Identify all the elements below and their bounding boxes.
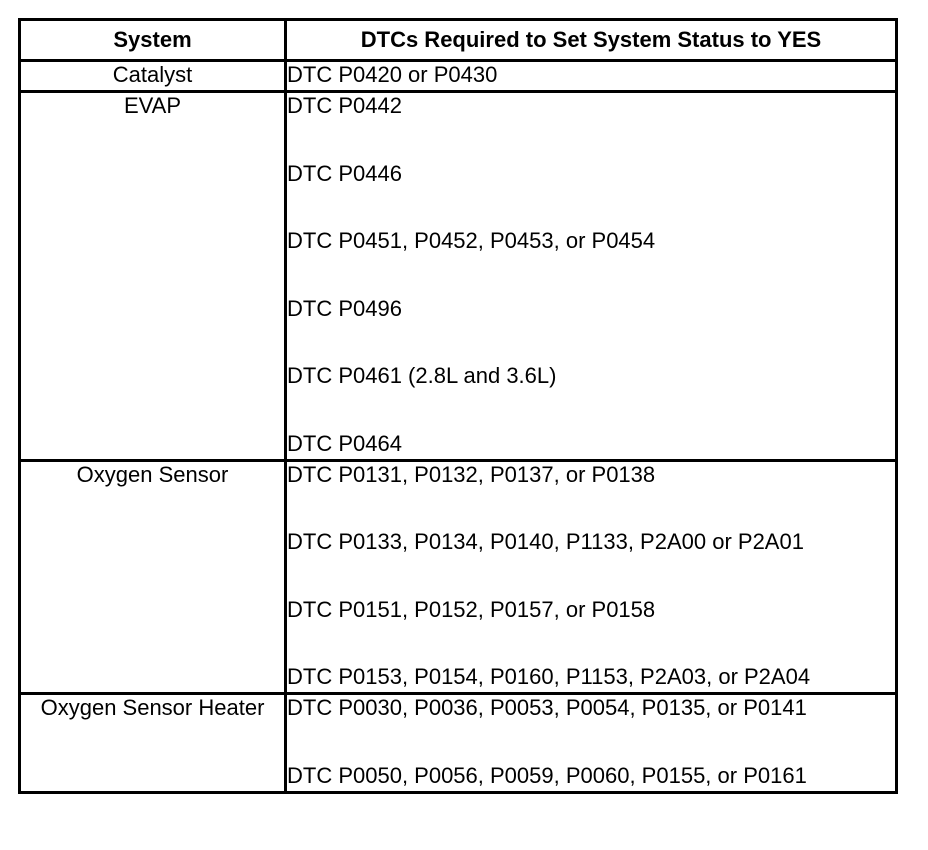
dtc-line: DTC P0420 or P0430 xyxy=(287,62,498,87)
dtc-line: DTC P0496 xyxy=(287,295,402,321)
dtc-line: DTC P0153, P0154, P0160, P1153, P2A03, or P2A04 xyxy=(287,664,811,689)
dtc-line: DTC P0133, P0134, P0140, P1133, P2A00 or P2A01 xyxy=(287,529,804,554)
dtc-line: DTC P0151, P0152, P0157, or P0158 xyxy=(287,596,656,622)
dtc-cell xyxy=(286,92,897,461)
dtc-cell xyxy=(286,694,897,793)
dtc-line: DTC P0446 xyxy=(287,160,402,186)
system-cell: Catalyst xyxy=(20,61,286,92)
system-cell: Oxygen Sensor Heater xyxy=(20,694,286,793)
table-row-evap xyxy=(20,92,897,461)
dtc-line: DTC P0442 xyxy=(287,93,402,118)
dtc-cell xyxy=(286,61,897,92)
system-column-header: System xyxy=(20,20,286,61)
dtc-line: DTC P0464 xyxy=(287,430,402,456)
dtc-line: DTC P0131, P0132, P0137, or P0138 xyxy=(287,461,656,487)
dtcs-column-header: DTCs Required to Set System Status to YES xyxy=(286,20,897,61)
dtc-readiness-table xyxy=(18,18,898,794)
dtc-line: DTC P0461 (2.8L and 3.6L) xyxy=(287,363,557,388)
header-row xyxy=(20,20,897,61)
dtc-line: DTC P0030, P0036, P0053, P0054, P0135, or P0141 xyxy=(287,695,807,720)
system-cell: EVAP xyxy=(20,92,286,461)
table-row-oxygen-sensor-heater xyxy=(20,694,897,793)
table-row-catalyst xyxy=(20,61,897,92)
dtc-cell xyxy=(286,460,897,694)
dtc-line: DTC P0050, P0056, P0059, P0060, P0155, or P0161 xyxy=(287,762,807,788)
dtc-line: DTC P0451, P0452, P0453, or P0454 xyxy=(287,228,656,253)
table-row-oxygen-sensor xyxy=(20,460,897,694)
system-cell: Oxygen Sensor xyxy=(20,460,286,694)
